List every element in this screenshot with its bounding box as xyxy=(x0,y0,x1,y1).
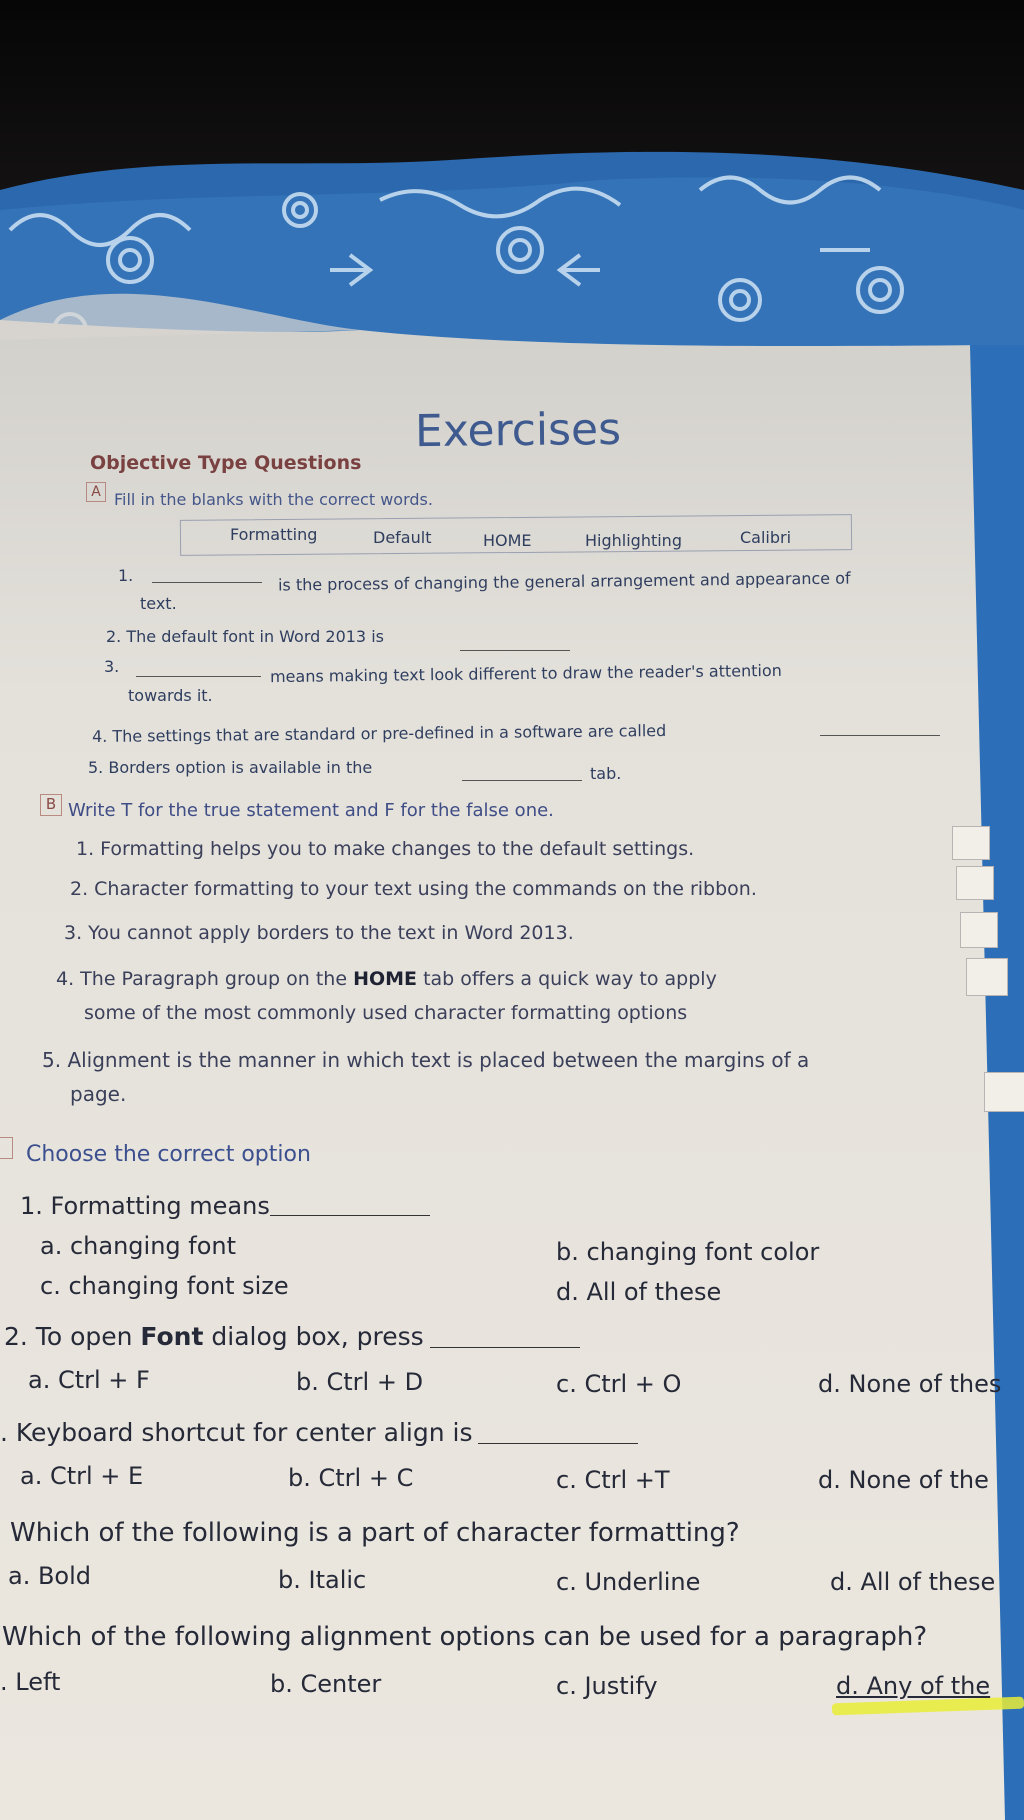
word-bank-item: Calibri xyxy=(740,528,792,547)
mcq-q2-option: d. None of thes xyxy=(818,1370,1002,1398)
section-a-instruction: Fill in the blanks with the correct words. xyxy=(114,490,433,509)
fill-q1-text: is the process of changing the general arrangement and appearance of xyxy=(277,568,851,595)
page-title: Exercises xyxy=(414,403,622,458)
mcq-q2-b: dialog box, press xyxy=(211,1322,424,1351)
mcq-q2-option: b. Ctrl + D xyxy=(296,1368,424,1396)
mcq-q4-option: b. Italic xyxy=(278,1566,367,1594)
tf-statement-3: 3. You cannot apply borders to the text in Word 2013. xyxy=(64,922,574,944)
mcq-q5-option: c. Justify xyxy=(556,1672,658,1700)
fill-q4: 4. The settings that are standard or pre-defined in a software are called xyxy=(91,720,667,747)
fill-q1-blank xyxy=(152,582,262,583)
tf-answer-box-2[interactable] xyxy=(956,866,994,900)
mcq-q2-option: a. Ctrl + F xyxy=(28,1366,150,1394)
tf-answer-box-1[interactable] xyxy=(952,826,990,860)
mcq-q4-option: d. All of these xyxy=(830,1568,996,1596)
mcq-q1-option: a. changing font xyxy=(40,1232,237,1260)
mcq-q3-option: b. Ctrl + C xyxy=(288,1464,414,1492)
mcq-q4-option: c. Underline xyxy=(556,1568,701,1596)
tf-statement-5: 5. Alignment is the manner in which text is placed between the margins of a xyxy=(42,1048,810,1072)
mcq-q5: Which of the following alignment options can be used for a paragraph? xyxy=(2,1622,928,1652)
tf-statement-4-bold: HOME xyxy=(353,968,418,990)
fill-q5-a: 5. Borders option is available in the xyxy=(88,758,373,777)
section-heading: Objective Type Questions xyxy=(90,452,362,474)
tf-statement-4 xyxy=(56,968,717,990)
fill-q5-blank xyxy=(462,780,582,781)
mcq-q1-option: b. changing font color xyxy=(556,1238,820,1266)
fill-q5-b: tab. xyxy=(590,764,622,783)
fill-q1-cont: text. xyxy=(140,594,177,613)
mcq-q5-option: d. Any of the xyxy=(836,1672,991,1700)
section-c-marker xyxy=(0,1137,13,1159)
mcq-q3-option: a. Ctrl + E xyxy=(20,1462,144,1490)
mcq-q3: . Keyboard shortcut for center align is xyxy=(0,1418,473,1447)
tf-answer-box-5[interactable] xyxy=(984,1072,1024,1112)
mcq-q1-blank xyxy=(270,1215,430,1216)
tf-statement-5-line2: page. xyxy=(70,1082,127,1106)
mcq-q2-bold: Font xyxy=(140,1322,204,1351)
tf-statement-2: 2. Character formatting to your text using the commands on the ribbon. xyxy=(70,878,757,900)
mcq-q5-option: . Left xyxy=(0,1668,61,1696)
mcq-q4: Which of the following is a part of character formatting? xyxy=(10,1518,740,1548)
mcq-q4-option: a. Bold xyxy=(8,1562,92,1590)
mcq-q2-blank xyxy=(430,1347,580,1348)
mcq-q2-a: 2. To open xyxy=(4,1322,133,1351)
mcq-q1-option: d. All of these xyxy=(556,1278,722,1306)
tf-statement-1: 1. Formatting helps you to make changes to the default settings. xyxy=(76,838,695,860)
section-c-instruction: Choose the correct option xyxy=(26,1142,311,1167)
fill-q3-text: means making text look different to draw the reader's attention xyxy=(269,660,782,687)
section-b-instruction: Write T for the true statement and F for the false one. xyxy=(68,800,554,821)
mcq-q3-option: d. None of the xyxy=(818,1466,989,1494)
word-bank-item: Default xyxy=(373,528,432,547)
section-a-label: A xyxy=(86,482,106,502)
tf-statement-4-a: 4. The Paragraph group on the xyxy=(56,968,348,990)
word-bank-item: HOME xyxy=(483,531,532,550)
fill-q1-number: 1. xyxy=(118,566,134,585)
fill-q3-blank xyxy=(136,676,261,677)
tf-statement-4-line2: some of the most commonly used character formatting options xyxy=(84,1002,688,1024)
fill-q2: 2. The default font in Word 2013 is xyxy=(106,627,384,646)
section-b-label: B xyxy=(40,794,62,816)
tf-answer-box-3[interactable] xyxy=(960,912,998,948)
word-bank-item: Formatting xyxy=(230,525,318,544)
mcq-q1: 1. Formatting means xyxy=(20,1192,270,1220)
mcq-q5-option: b. Center xyxy=(270,1670,382,1698)
mcq-q3-option: c. Ctrl +T xyxy=(556,1466,670,1494)
fill-q3-cont: towards it. xyxy=(128,686,213,705)
mcq-q2-option: c. Ctrl + O xyxy=(556,1370,682,1398)
tf-answer-box-4[interactable] xyxy=(966,958,1008,996)
word-bank-item: Highlighting xyxy=(585,531,682,550)
tf-statement-4-b: tab offers a quick way to apply xyxy=(423,968,717,990)
mcq-q2 xyxy=(4,1322,424,1351)
fill-q2-blank xyxy=(460,650,570,651)
fill-q4-blank xyxy=(820,735,940,736)
fill-q3-number: 3. xyxy=(104,657,120,676)
mcq-q1-option: c. changing font size xyxy=(40,1272,289,1300)
mcq-q3-blank xyxy=(478,1443,638,1444)
